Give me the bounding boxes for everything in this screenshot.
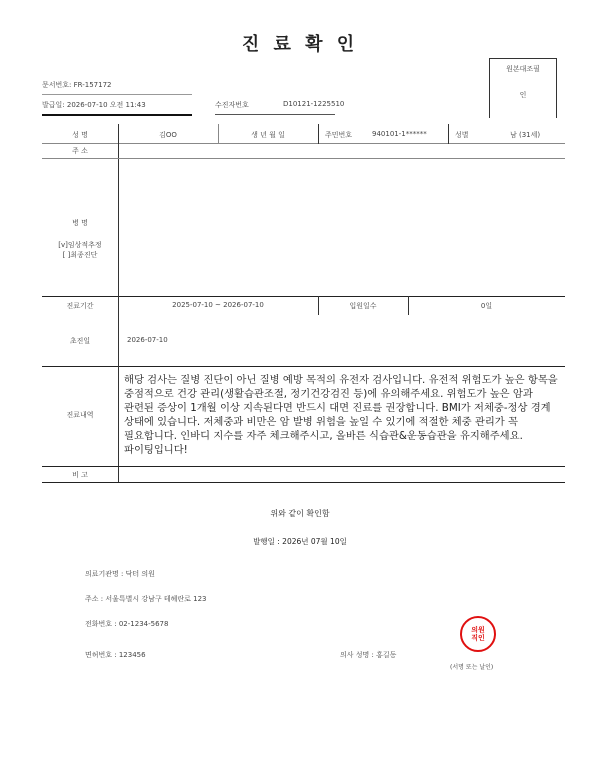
details-label: 진료내역 [66, 411, 94, 419]
patient-number: D10121-1225510 [283, 100, 345, 108]
certification-mark: 인 [519, 91, 527, 99]
clinic-address: 주소 : 서울특별시 강남구 테헤란로 123 [85, 595, 207, 603]
address-label: 주 소 [72, 147, 88, 155]
first-visit-date: 2026-07-10 [127, 336, 168, 344]
confirm-text: 위와 같이 확인함 [270, 509, 330, 518]
certification-box [489, 58, 557, 118]
sex-value: 남 (31세) [510, 131, 541, 139]
period-value: 2025-07-10 ~ 2026-07-10 [172, 301, 264, 309]
clinic-phone: 전화번호 : 02-1234-5678 [85, 620, 169, 628]
birth-label: 생 년 월 일 [251, 131, 285, 139]
license-number: 면허번호 : 123456 [85, 651, 146, 659]
remarks-label: 비 고 [72, 471, 88, 479]
sex-label: 성별 [455, 131, 469, 139]
period-label: 진료기간 [66, 302, 94, 310]
diagnosis-option-final: [ ]최종진단 [62, 251, 98, 259]
diagnosis-option-estimated: [v]임상적추정 [58, 241, 102, 249]
signature-note: (서명 또는 날인) [450, 664, 494, 671]
days-value: 0일 [480, 302, 493, 310]
doctor-name: 의사 성명 : 홍길동 [340, 651, 397, 659]
name-label: 성 명 [72, 131, 88, 139]
page-title: 진 료 확 인 [241, 34, 359, 55]
certification-label: 원본대조필 [506, 65, 540, 73]
reg-label: 주민번호 [325, 131, 353, 139]
reg-number: 940101-1****** [372, 130, 427, 138]
patient-name: 김OO [159, 131, 177, 139]
diagnosis-label: 병 명 [72, 219, 88, 227]
details-text: 해당 검사는 질병 진단이 아닌 질병 예방 목적의 유전자 검사입니다. 유전적 위험도가 높은 항목을 중점적으로 건강 관리(생활습관조절, 정기건강검진 등)에 유의해주세요. 위험도가 높은 암과 관련된 증상이 1개월 이상 지속된다면 반드시 대면 진료를 권장합니다. BMI가 저체중-정상 경계 상태에 있습니다. 저체중과 비만은 암 발병 위험을 높일 수 있기에 적절한 체중 관리가 꼭 필요합니다. 인바디 지수를 자주 체크해주시고, 올바른 식습관&운동습관을 유지해주세요. 파이팅입니다! [124, 374, 558, 456]
clinic-name: 의료기관명 : 닥터 의원 [85, 570, 155, 578]
issue-date-footer: 발행일 : 2026년 07월 10일 [253, 537, 347, 546]
first-visit-label: 초진일 [69, 337, 91, 345]
days-label: 입원일수 [349, 302, 377, 310]
seal-text: 의원직인 [471, 626, 485, 642]
seal-stamp [460, 616, 496, 652]
issue-date: 발급일: 2026-07-10 오전 11:43 [42, 101, 146, 109]
document-number: 문서번호: FR-157172 [42, 81, 112, 89]
patient-number-label: 수진자번호 [215, 101, 249, 109]
